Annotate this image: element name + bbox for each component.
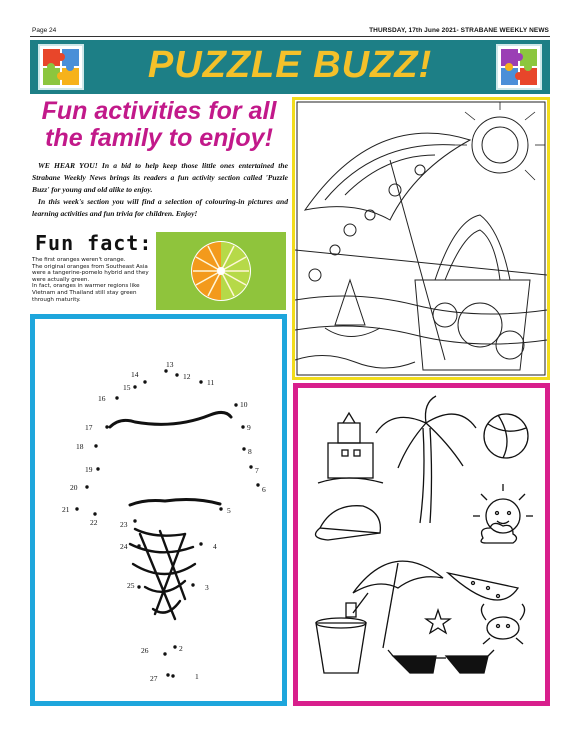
dot-number: 20 [70,483,78,492]
dot-number: 1 [195,672,199,681]
fun-fact-line-2: The original oranges from Southeast Asia were a tangerine-pomelo hybrid and they were actually green. [32,263,149,283]
page-number: Page 24 [32,27,57,34]
beach-scene-illustration [295,100,547,377]
crab-icon [481,604,524,644]
cap-icon [316,506,381,540]
dot-number: 17 [85,423,93,432]
beach-ball-icon [484,414,528,458]
dot-number: 16 [98,394,106,403]
dot-number: 23 [120,520,128,529]
dot-number: 2 [179,644,183,653]
dot-number: 10 [240,400,248,409]
dot-number: 21 [62,505,70,514]
dot-markers [75,369,259,677]
fun-fact-text [32,257,152,303]
summer-items-illustration [298,388,545,701]
dot-number: 15 [123,383,131,392]
dot-number: 7 [255,466,259,475]
article-intro [32,160,288,220]
date-line: THURSDAY, 17th June 2021- STRABANE WEEKLY NEWS [369,27,549,34]
dot-number: 27 [150,674,158,683]
dot-number: 9 [247,423,251,432]
dot-number: 18 [76,442,84,451]
dot-to-dot-drawing [35,319,282,701]
dot-number: 5 [227,506,231,515]
dot-number: 11 [207,378,215,387]
summer-items-colouring [293,383,550,706]
fun-fact-line-3: In fact, oranges in warmer regions like Vietnam and Thailand still stay green through maturity. [32,283,140,303]
dot-number: 3 [205,583,209,592]
smiling-sun-icon [473,484,533,543]
palm-tree-icon [376,396,476,523]
intro-paragraph-2: In this week's section you will find a selection of colouring-in pictures and learning activities and fun trivia for children. Enjoy! [32,197,288,218]
banner-title: PUZZLE BUZZ! [147,44,433,86]
watermelon-slice-icon [448,573,518,600]
dot-to-dot-puzzle [30,314,287,706]
orange-lime-image [156,232,286,310]
beach-umbrella-icon [353,561,443,648]
dot-number: 25 [127,581,135,590]
dot-number: 19 [85,465,93,474]
header-rule [30,36,550,37]
bucket-and-spade-icon [316,593,368,673]
dot-number: 24 [120,542,128,551]
fun-fact-title: Fun fact: [35,231,153,255]
dot-number: 8 [248,447,252,456]
article-headline [30,98,288,152]
beach-colouring-picture [292,97,550,380]
dot-number: 22 [90,518,98,527]
sunglasses-icon [388,650,494,673]
dot-number: 13 [166,360,174,369]
fun-fact-line-1: The first oranges weren't orange. [32,257,126,263]
sandcastle-icon [318,413,383,483]
intro-paragraph-1: WE HEAR YOU! In a bid to help keep those little ones entertained the Strabane Weekly News brings its readers a fun activity section called 'Puzzle Buzz' for young and old alike to enjoy. [32,161,288,194]
puzzle-buzz-banner [30,40,550,94]
dot-number: 4 [213,542,217,551]
puzzle-pieces-icon [496,44,542,90]
starfish-icon [426,610,450,633]
dot-number: 26 [141,646,149,655]
dot-number: 14 [131,370,139,379]
dot-number: 12 [183,372,191,381]
dot-number: 6 [262,485,266,494]
headline-line-1: Fun activities for all [41,97,277,125]
headline-line-2: the family to enjoy! [45,124,273,152]
